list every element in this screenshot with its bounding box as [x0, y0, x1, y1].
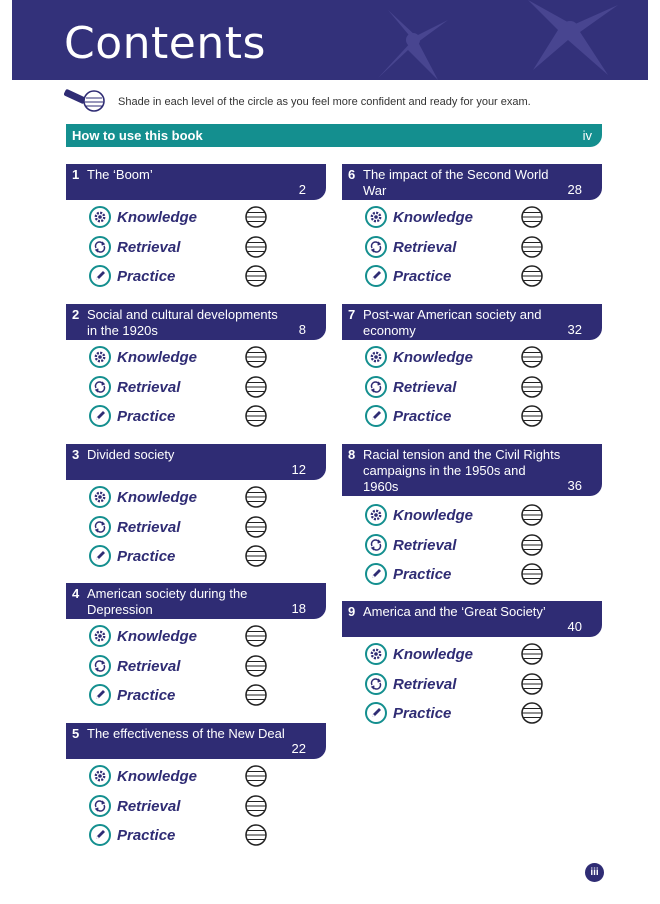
chapter-title: The effectiveness of the New Deal [87, 726, 285, 741]
knowledge-label: Knowledge [117, 349, 198, 366]
practice-label: Practice [117, 548, 176, 565]
chapter-6-header[interactable] [342, 164, 602, 200]
gear-icon [365, 643, 387, 665]
gear-icon [89, 206, 111, 228]
pencil-icon [365, 702, 387, 724]
chapter-4-header[interactable] [66, 583, 326, 619]
pen-icon [64, 88, 106, 114]
confidence-circle[interactable] [521, 534, 543, 561]
chapter-5-practice-row [66, 823, 286, 849]
retrieval-label: Retrieval [393, 378, 457, 396]
chapter-5-header[interactable] [66, 723, 326, 759]
chapter-number: 4 [72, 586, 80, 601]
chapter-5-retrieval-row [66, 794, 286, 820]
chapter-5-knowledge-row [66, 764, 286, 790]
chapter-2-retrieval-row [66, 375, 286, 401]
knowledge-label: Knowledge [117, 768, 198, 785]
chapter-6-retrieval-row [342, 235, 562, 261]
chapter-page: 8 [298, 322, 306, 337]
chapter-page: 40 [567, 619, 582, 634]
arrows-icon [365, 534, 387, 556]
knowledge-label: Knowledge [117, 489, 198, 506]
chapter-3-retrieval-row [66, 515, 286, 541]
practice-label: Practice [393, 705, 452, 722]
chapter-4-practice-row [66, 683, 286, 709]
confidence-circle[interactable] [245, 346, 267, 373]
arrows-icon [365, 236, 387, 258]
retrieval-label: Retrieval [393, 238, 457, 256]
practice-label: Practice [117, 408, 176, 425]
confidence-circle[interactable] [521, 236, 543, 263]
arrows-icon [89, 376, 111, 398]
confidence-circle[interactable] [521, 673, 543, 700]
knowledge-label: Knowledge [393, 349, 474, 366]
confidence-circle[interactable] [521, 405, 543, 432]
chapter-3-knowledge-row [66, 485, 286, 511]
retrieval-label: Retrieval [393, 536, 457, 554]
chapter-title: The ‘Boom’ [87, 167, 153, 182]
knowledge-label: Knowledge [117, 628, 198, 645]
retrieval-label: Retrieval [117, 238, 181, 256]
confidence-circle[interactable] [245, 376, 267, 403]
retrieval-label: Retrieval [117, 518, 181, 536]
chapter-2-header[interactable] [66, 304, 326, 340]
arrows-icon [89, 516, 111, 538]
chapter-page: 36 [567, 478, 582, 493]
chapter-page: 18 [291, 601, 306, 616]
confidence-circle[interactable] [245, 765, 267, 792]
chapter-9-practice-row [342, 701, 562, 727]
chapter-number: 8 [348, 447, 356, 462]
practice-label: Practice [117, 827, 176, 844]
chapter-3-header[interactable] [66, 444, 326, 480]
chapter-title: America and the ‘Great Society’ [363, 604, 546, 619]
how-to-title: How to use this book [72, 128, 203, 143]
knowledge-label: Knowledge [393, 209, 474, 226]
page-header [12, 0, 648, 80]
chapter-9-knowledge-row [342, 642, 562, 668]
chapter-page: 32 [567, 322, 582, 337]
pencil-icon [89, 824, 111, 846]
chapter-6-practice-row [342, 264, 562, 290]
chapter-title: Social and cultural developments in the 1920s [87, 307, 278, 338]
chapter-title: The impact of the Second World War [363, 167, 549, 198]
knowledge-label: Knowledge [393, 646, 474, 663]
chapter-8-retrieval-row [342, 533, 562, 559]
chapter-page: 12 [291, 462, 306, 477]
practice-label: Practice [393, 566, 452, 583]
pencil-icon [89, 684, 111, 706]
pencil-icon [365, 265, 387, 287]
confidence-circle[interactable] [245, 486, 267, 513]
chapter-1-retrieval-row [66, 235, 286, 261]
gear-icon [89, 625, 111, 647]
chapter-4-knowledge-row [66, 624, 286, 650]
chapter-1-header[interactable] [66, 164, 326, 200]
pencil-icon [89, 265, 111, 287]
arrows-icon [89, 236, 111, 258]
chapter-2-knowledge-row [66, 345, 286, 371]
chapter-number: 5 [72, 726, 80, 741]
gear-icon [89, 486, 111, 508]
chapter-8-knowledge-row [342, 503, 562, 529]
practice-label: Practice [393, 408, 452, 425]
chapter-title: American society during the Depression [87, 586, 248, 617]
chapter-7-knowledge-row [342, 345, 562, 371]
page-title: Contents [64, 18, 266, 69]
chapter-6-knowledge-row [342, 205, 562, 231]
confidence-circle[interactable] [245, 516, 267, 543]
confidence-circle[interactable] [521, 643, 543, 670]
arrows-icon [365, 376, 387, 398]
knowledge-label: Knowledge [393, 507, 474, 524]
how-to-page: iv [582, 128, 592, 143]
confidence-circle[interactable] [245, 655, 267, 682]
chapter-number: 6 [348, 167, 356, 182]
confidence-circle[interactable] [245, 545, 267, 572]
retrieval-label: Retrieval [117, 797, 181, 815]
confidence-circle[interactable] [245, 265, 267, 292]
chapter-4-retrieval-row [66, 654, 286, 680]
confidence-circle[interactable] [245, 684, 267, 711]
confidence-circle[interactable] [521, 206, 543, 233]
practice-label: Practice [393, 268, 452, 285]
retrieval-label: Retrieval [117, 657, 181, 675]
gear-icon [365, 504, 387, 526]
chapter-number: 1 [72, 167, 80, 182]
chapter-page: 28 [567, 182, 582, 197]
practice-label: Practice [117, 268, 176, 285]
confidence-circle[interactable] [521, 563, 543, 590]
chapter-3-practice-row [66, 544, 286, 570]
page-number: iii [585, 863, 604, 882]
confidence-circle[interactable] [521, 265, 543, 292]
retrieval-label: Retrieval [117, 378, 181, 396]
practice-label: Practice [117, 687, 176, 704]
chapter-number: 7 [348, 307, 356, 322]
chapter-page: 22 [291, 741, 306, 756]
confidence-circle[interactable] [245, 236, 267, 263]
confidence-circle[interactable] [245, 795, 267, 822]
chapter-7-practice-row [342, 404, 562, 430]
chapter-8-practice-row [342, 562, 562, 588]
retrieval-label: Retrieval [393, 675, 457, 693]
confidence-circle[interactable] [245, 405, 267, 432]
gear-icon [365, 346, 387, 368]
chapter-title: Racial tension and the Civil Rights campaigns in the 1950s and 1960s [363, 447, 561, 494]
instruction-text: Shade in each level of the circle as you feel more confident and ready for your exam. [118, 96, 531, 108]
chapter-number: 2 [72, 307, 80, 322]
confidence-circle[interactable] [521, 346, 543, 373]
chapter-page: 2 [298, 182, 306, 197]
chapter-8-header[interactable] [342, 444, 602, 496]
pencil-icon [89, 545, 111, 567]
chapter-title: Post-war American society and economy [363, 307, 542, 338]
confidence-circle[interactable] [245, 824, 267, 851]
chapter-number: 3 [72, 447, 80, 462]
chapter-2-practice-row [66, 404, 286, 430]
confidence-circle[interactable] [521, 702, 543, 729]
chapter-9-retrieval-row [342, 672, 562, 698]
pencil-icon [365, 563, 387, 585]
gear-icon [89, 346, 111, 368]
instruction [64, 88, 604, 116]
chapter-1-practice-row [66, 264, 286, 290]
knowledge-label: Knowledge [117, 209, 198, 226]
confidence-circle[interactable] [245, 625, 267, 652]
chapter-1-knowledge-row [66, 205, 286, 231]
gear-icon [89, 765, 111, 787]
arrows-icon [89, 795, 111, 817]
how-to-use-row[interactable] [66, 124, 602, 147]
gear-icon [365, 206, 387, 228]
chapter-number: 9 [348, 604, 356, 619]
chapter-9-header[interactable] [342, 601, 602, 637]
confidence-circle[interactable] [245, 206, 267, 233]
chapter-title: Divided society [87, 447, 175, 462]
arrows-icon [365, 673, 387, 695]
confidence-circle[interactable] [521, 376, 543, 403]
arrows-icon [89, 655, 111, 677]
confidence-circle[interactable] [521, 504, 543, 531]
chapter-7-header[interactable] [342, 304, 602, 340]
decorative-star-icon [318, 0, 648, 80]
chapter-7-retrieval-row [342, 375, 562, 401]
pencil-icon [89, 405, 111, 427]
pencil-icon [365, 405, 387, 427]
